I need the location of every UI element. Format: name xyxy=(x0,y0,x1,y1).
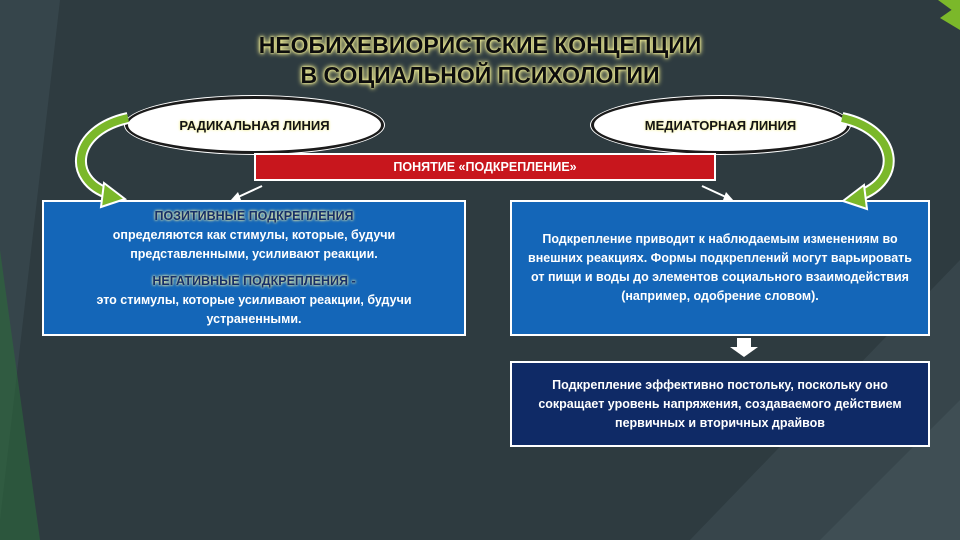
mediator-line-oval xyxy=(591,96,850,154)
mediator-text: Подкрепление приводит к наблюдаемым изменениям во внешних реакциях. Формы подкреплений могут варьировать от пищи и воды до элементов социального взаимодействия (например, одобрение словом). xyxy=(528,232,912,303)
positive-text: определяются как стимулы, которые, будучи представленными, усиливают реакции. xyxy=(112,228,396,261)
concept-banner xyxy=(254,153,716,181)
drive-reduction-box xyxy=(510,361,930,447)
radical-line-oval xyxy=(125,96,384,154)
mediator-description-box xyxy=(510,200,930,336)
reinforcement-types-box xyxy=(42,200,466,336)
negative-text: это стимулы, которые усиливают реакции, будучи устраненными. xyxy=(96,293,412,326)
mediator-line-label: МЕДИАТОРНАЯ ЛИНИЯ xyxy=(644,117,797,133)
slide-title xyxy=(180,30,780,90)
drive-reduction-text: Подкрепление эффективно постольку, поскольку оно сокращает уровень напряжения, создаваемого действием первичных и вторичных драйвов xyxy=(538,377,902,430)
radical-line-label: РАДИКАЛЬНАЯ ЛИНИЯ xyxy=(179,117,330,133)
concept-label: ПОНЯТИЕ «ПОДКРЕПЛЕНИЕ» xyxy=(393,160,577,174)
negative-heading: НЕГАТИВНЫЕ ПОДКРЕПЛЕНИЯ - xyxy=(152,274,356,288)
title-line-2: В СОЦИАЛЬНОЙ ПСИХОЛОГИИ xyxy=(300,62,660,88)
positive-heading: ПОЗИТИВНЫЕ ПОДКРЕПЛЕНИЯ xyxy=(154,209,354,223)
title-line-1: НЕОБИХЕВИОРИСТСКИЕ КОНЦЕПЦИИ xyxy=(258,32,702,58)
